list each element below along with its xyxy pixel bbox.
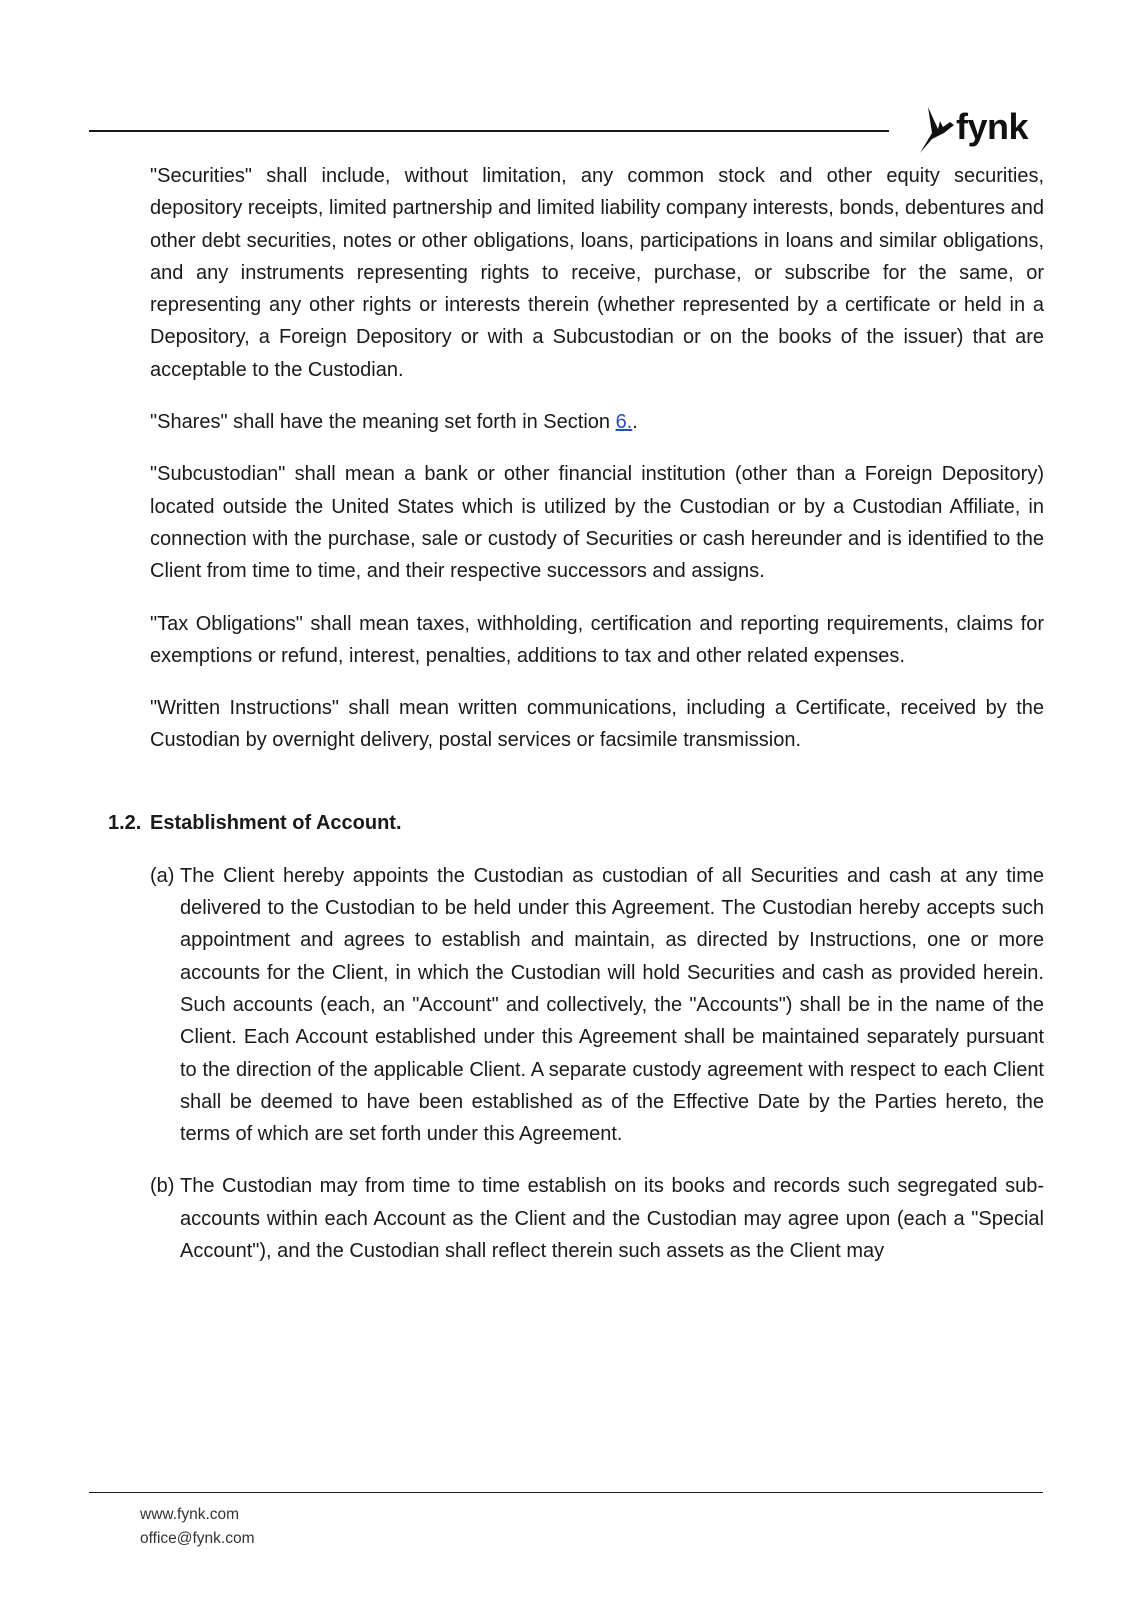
header-divider [89,130,889,132]
list-item [150,860,1044,1151]
definition-tax-obligations: "Tax Obligations" shall mean taxes, withholding, certification and reporting requirements, claims for exemptions or refund, interest, penalties, additions to tax and other related expenses. [150,612,1044,667]
item-text: The Custodian may from time to time establish on its books and records such segregated sub-accounts within each Account as the Client and the Custodian may agree upon (each a "Special Account"), and the Custodian shall reflect therein such assets as the Client may [180,1175,1044,1263]
footer-website-link[interactable]: www.fynk.com [140,1506,240,1523]
footer-email-link[interactable]: office@fynk.com [140,1530,255,1547]
section-heading [108,807,1044,839]
list-item [150,1170,1044,1267]
section-number: 1.2. [108,811,142,834]
document-body [108,160,1044,1287]
fynk-logo [918,103,1028,155]
section-6-link[interactable]: 6. [615,411,633,434]
item-text: The Client hereby appoints the Custodian as custodian of all Securities and cash at any time delivered to the Custodian to be held under this Agreement. The Custodian hereby accepts such appointment and agrees to establish and maintain, as directed by Instructions, one or more accounts for the Client, in which the Custodian will hold Securities and cash as provided herein. Such accounts (each, an "Account" and collectively, the "Accounts") shall be in the name of the Client. Each Account established under this Agreement shall be maintained separately pursuant to the direction of the applicable Client. A separate custody agreement with respect to each Client shall be deemed to have been established as of the Effective Date by the Parties hereto, the terms of which are set forth under this Agreement. [180,864,1044,1146]
item-label: (b) [150,1175,175,1198]
fynk-bird-icon [918,103,954,155]
footer [140,1503,255,1551]
definition-subcustodian: "Subcustodian" shall mean a bank or other financial institution (other than a Foreign Depository) located outside the United States which is utilized by the Custodian or by a Custodian Affiliate, in connection with the purchase, sale or custody of Securities or cash hereunder and is identified to the Client from time to time, and their respective successors and assigns. [150,463,1044,583]
definition-securities: "Securities" shall include, without limitation, any common stock and other equity securities, depository receipts, limited partnership and limited liability company interests, bonds, debentures and other debt securities, notes or other obligations, loans, participations in loans and similar obligations, and any instruments representing rights to receive, purchase, or subscribe for the same, or representing any other rights or interests therein (whether represented by a certificate or held in a Depository, a Foreign Depository or with a Subcustodian or on the books of the issuer) that are acceptable to the Custodian. [150,165,1044,381]
item-label: (a) [150,864,175,887]
logo-wordmark: fynk [956,106,1029,147]
definition-shares: "Shares" shall have the meaning set forth in Section 6.. [150,411,638,434]
footer-divider [89,1492,1043,1493]
definition-written-instructions: "Written Instructions" shall mean written communications, including a Certificate, received by the Custodian by overnight delivery, postal services or facsimile transmission. [150,697,1044,752]
section-title: Establishment of Account. [150,811,402,834]
